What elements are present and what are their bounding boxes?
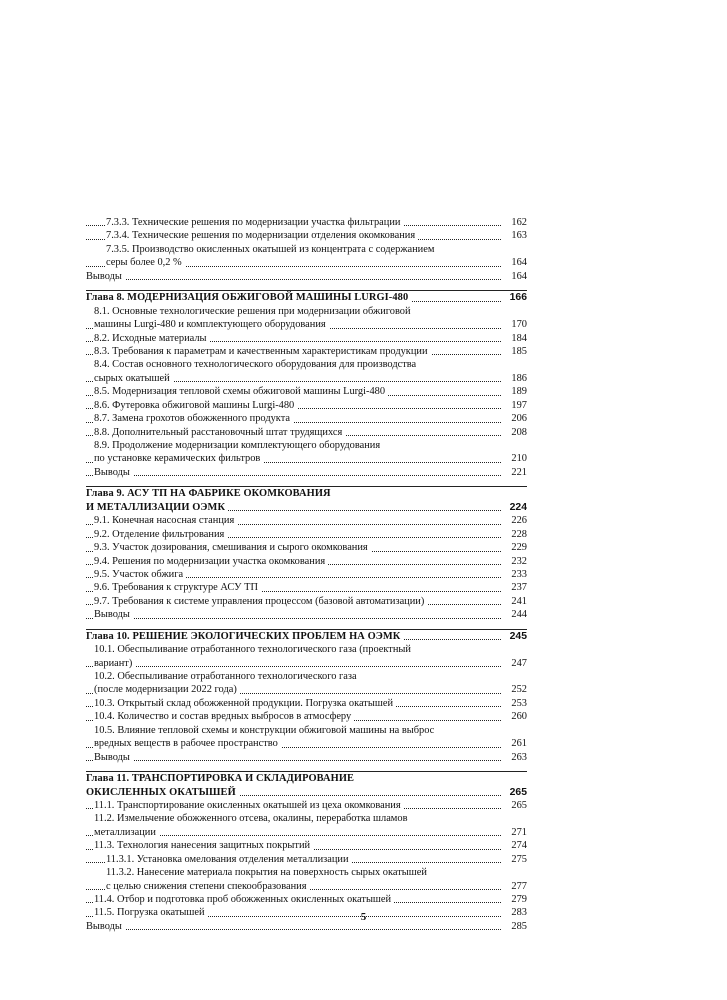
toc-entry-row xyxy=(86,608,527,621)
toc-entry-title: 9.5. Участок обжига xyxy=(94,569,186,580)
toc-page-number: 170 xyxy=(501,318,527,331)
toc-entry-title: Выводы xyxy=(86,921,125,932)
toc-entry-title: 8.5. Модернизация тепловой схемы обжиговой машины Lurgi-480 xyxy=(94,386,388,397)
toc-entry-title: 8.4. Состав основного технологического оборудования для производства xyxy=(94,359,419,370)
toc-chapter-row xyxy=(86,290,527,304)
toc-entry-title: 8.9. Продолжение модернизации комплектующего оборудования xyxy=(94,440,383,451)
toc-entry-row xyxy=(86,555,527,568)
toc-entry-title: (после модернизации 2022 года) xyxy=(94,684,240,695)
toc-page-number: 189 xyxy=(501,385,527,398)
toc-entry-title: Выводы xyxy=(86,271,125,282)
toc-entry-title: 8.1. Основные технологические решения при модернизации обжиговой xyxy=(94,306,414,317)
toc-page-number: 244 xyxy=(501,608,527,621)
toc-page-number: 184 xyxy=(501,332,527,345)
toc-entry-title: вариант) xyxy=(94,658,135,669)
toc-entry-row xyxy=(86,853,527,866)
toc-entry-row xyxy=(86,737,527,750)
toc-entry-row xyxy=(86,581,527,594)
toc-leader-dots xyxy=(86,760,501,761)
toc-entry-title: металлизации xyxy=(94,827,159,838)
toc-entry-row xyxy=(86,439,527,452)
toc-page-number: 232 xyxy=(501,555,527,568)
toc-page-number: 162 xyxy=(501,216,527,229)
toc-entry-row xyxy=(86,385,527,398)
toc-entry-row xyxy=(86,670,527,683)
toc-chapter-title: Глава 9. АСУ ТП НА ФАБРИКЕ ОКОМКОВАНИЯ xyxy=(86,488,334,499)
toc-entry-title: 7.3.3. Технические решения по модернизации участка фильтрации xyxy=(106,217,403,228)
toc-entry-title: 8.3. Требования к параметрам и качественным характеристикам продукции xyxy=(94,346,431,357)
toc-entry-title: 7.3.5. Производство окисленных окатышей из концентрата с содержанием xyxy=(106,244,437,255)
toc-entry-title: Выводы xyxy=(94,752,133,763)
toc-page-number: 260 xyxy=(501,710,527,723)
toc-entry-row xyxy=(86,643,527,656)
toc-page-number: 274 xyxy=(501,839,527,852)
toc-page-number: 229 xyxy=(501,541,527,554)
toc-entry-title: 8.7. Замена грохотов обожженного продукта xyxy=(94,413,293,424)
toc-entry-row xyxy=(86,880,527,893)
toc-page-number: 265 xyxy=(501,799,527,812)
toc-entry-title: 10.2. Обеспыливание отработанного технологического газа xyxy=(94,671,360,682)
toc-page-number: 233 xyxy=(501,568,527,581)
toc-entry-row xyxy=(86,466,527,479)
toc-leader-dots xyxy=(86,475,501,476)
toc-entry-title: 10.4. Количество и состав вредных выбросов в атмосферу xyxy=(94,711,354,722)
toc-page-number: 206 xyxy=(501,412,527,425)
toc-entry-row xyxy=(86,799,527,812)
toc-entry-title: 8.2. Исходные материалы xyxy=(94,333,210,344)
toc-leader-dots xyxy=(86,618,501,619)
toc-page-number: 263 xyxy=(501,751,527,764)
toc-entry-title: 10.5. Влияние тепловой схемы и конструкции обжиговой машины на выброс xyxy=(94,725,437,736)
toc-entry-row xyxy=(86,229,527,242)
toc-page-number: 221 xyxy=(501,466,527,479)
toc-entry-row xyxy=(86,270,527,283)
toc-entry-row xyxy=(86,541,527,554)
toc-entry-title: по установке керамических фильтров xyxy=(94,453,263,464)
toc-chapter-title: ОКИСЛЕННЫХ ОКАТЫШЕЙ xyxy=(86,787,239,798)
toc-entry-title: 9.7. Требования к системе управления процессом (базовой автоматизации) xyxy=(94,596,427,607)
toc-entry-title: 11.2. Измельчение обожженного отсева, окалины, переработка шламов xyxy=(94,813,410,824)
toc-entry-title: 11.3.2. Нанесение материала покрытия на поверхность сырых окатышей xyxy=(106,867,430,878)
toc-entry-title: вредных веществ в рабочее пространство xyxy=(94,738,281,749)
toc-entry-title: 11.5. Погрузка окатышей xyxy=(94,907,208,918)
toc-entry-title: Выводы xyxy=(94,467,133,478)
toc-page-number: 166 xyxy=(501,291,527,304)
toc-chapter-title: Глава 11. ТРАНСПОРТИРОВКА И СКЛАДИРОВАНИЕ xyxy=(86,773,357,784)
toc-entry-title: Выводы xyxy=(94,609,133,620)
toc-entry-row xyxy=(86,839,527,852)
toc-entry-row xyxy=(86,514,527,527)
toc-page-number: 285 xyxy=(501,920,527,933)
toc-entry-title: 8.8. Дополнительный расстановочный штат трудящихся xyxy=(94,427,345,438)
toc-entry-title: 11.3. Технология нанесения защитных покрытий xyxy=(94,840,313,851)
toc-page-number: 265 xyxy=(501,786,527,799)
toc-page-number: 164 xyxy=(501,270,527,283)
toc-entry-title: 9.2. Отделение фильтрования xyxy=(94,529,227,540)
toc-chapter-title: Глава 8. МОДЕРНИЗАЦИЯ ОБЖИГОВОЙ МАШИНЫ LURGI-480 xyxy=(86,292,411,303)
toc-page-number: 228 xyxy=(501,528,527,541)
toc-page-number: 186 xyxy=(501,372,527,385)
toc-entry-row xyxy=(86,812,527,825)
toc-page-number: 261 xyxy=(501,737,527,750)
toc-page-number: 247 xyxy=(501,657,527,670)
toc-entry-row xyxy=(86,683,527,696)
toc-page-number: 197 xyxy=(501,399,527,412)
toc-leader-dots xyxy=(86,929,501,930)
toc-page-number: 237 xyxy=(501,581,527,594)
toc-entry-row xyxy=(86,866,527,879)
toc-chapter-row xyxy=(86,771,527,785)
toc-entry-title: сырых окатышей xyxy=(94,373,173,384)
toc-page-number: 224 xyxy=(501,501,527,514)
toc-page-number: 208 xyxy=(501,426,527,439)
toc-entry-row xyxy=(86,358,527,371)
toc-entry-row xyxy=(86,826,527,839)
toc-entry-title: 9.4. Решения по модернизации участка окомкования xyxy=(94,556,328,567)
toc-page-number: 245 xyxy=(501,630,527,643)
toc-chapter-row xyxy=(86,786,527,799)
toc-entry-row xyxy=(86,243,527,256)
toc-entry-row xyxy=(86,595,527,608)
toc-entry-title: 11.3.1. Установка омелования отделения металлизации xyxy=(106,854,352,865)
toc-entry-row xyxy=(86,697,527,710)
toc-page-number: 277 xyxy=(501,880,527,893)
toc-chapter-title: И МЕТАЛЛИЗАЦИИ ОЭМК xyxy=(86,502,228,513)
toc-page-number: 252 xyxy=(501,683,527,696)
toc-page-number: 275 xyxy=(501,853,527,866)
toc-entry-row xyxy=(86,528,527,541)
toc-entry-row xyxy=(86,568,527,581)
toc-chapter-row xyxy=(86,629,527,643)
toc-chapter-row xyxy=(86,501,527,514)
toc-entry-title: серы более 0,2 % xyxy=(106,257,185,268)
toc-entry-title: 10.1. Обеспыливание отработанного технологического газа (проектный xyxy=(94,644,414,655)
page-number: 5 xyxy=(360,911,367,923)
toc-entry-title: 10.3. Открытый склад обожженной продукции. Погрузка окатышей xyxy=(94,698,396,709)
toc-leader-dots xyxy=(86,279,501,280)
toc-entry-row xyxy=(86,305,527,318)
toc-entry-title: 11.1. Транспортирование окисленных окатышей из цеха окомкования xyxy=(94,800,404,811)
toc-page-number: 226 xyxy=(501,514,527,527)
toc-page-number: 271 xyxy=(501,826,527,839)
toc-entry-row xyxy=(86,412,527,425)
toc-page-number: 253 xyxy=(501,697,527,710)
toc-entry-row xyxy=(86,399,527,412)
toc-entry-title: машины Lurgi-480 и комплектующего оборудования xyxy=(94,319,329,330)
toc-entry-row xyxy=(86,751,527,764)
toc-entry-row xyxy=(86,372,527,385)
toc-entry-row xyxy=(86,657,527,670)
table-of-contents xyxy=(86,216,527,933)
toc-entry-row xyxy=(86,452,527,465)
toc-entry-title: 9.1. Конечная насосная станция xyxy=(94,515,237,526)
toc-entry-row xyxy=(86,710,527,723)
toc-page-number: 279 xyxy=(501,893,527,906)
toc-chapter-row xyxy=(86,486,527,500)
toc-page-number: 164 xyxy=(501,256,527,269)
toc-entry-title: 11.4. Отбор и подготовка проб обожженных окисленных окатышей xyxy=(94,894,394,905)
toc-leader-dots xyxy=(86,666,501,667)
toc-entry-title: 8.6. Футеровка обжиговой машины Lurgi-480 xyxy=(94,400,297,411)
toc-entry-row xyxy=(86,893,527,906)
toc-entry-title: 9.3. Участок дозирования, смешивания и сырого окомкования xyxy=(94,542,371,553)
toc-chapter-title: Глава 10. РЕШЕНИЕ ЭКОЛОГИЧЕСКИХ ПРОБЛЕМ НА ОЭМК xyxy=(86,631,403,642)
toc-page-number: 283 xyxy=(501,906,527,919)
toc-entry-row xyxy=(86,345,527,358)
toc-entry-row xyxy=(86,332,527,345)
toc-page-number: 163 xyxy=(501,229,527,242)
toc-entry-row xyxy=(86,318,527,331)
toc-page-number: 241 xyxy=(501,595,527,608)
toc-entry-row xyxy=(86,216,527,229)
toc-entry-row xyxy=(86,256,527,269)
toc-page-number: 210 xyxy=(501,452,527,465)
toc-entry-row xyxy=(86,724,527,737)
toc-entry-title: с целью снижения степени спекообразования xyxy=(106,881,310,892)
toc-entry-title: 7.3.4. Технические решения по модернизации отделения окомкования xyxy=(106,230,418,241)
toc-page-number: 185 xyxy=(501,345,527,358)
toc-entry-row xyxy=(86,426,527,439)
toc-entry-title: 9.6. Требования к структуре АСУ ТП xyxy=(94,582,261,593)
